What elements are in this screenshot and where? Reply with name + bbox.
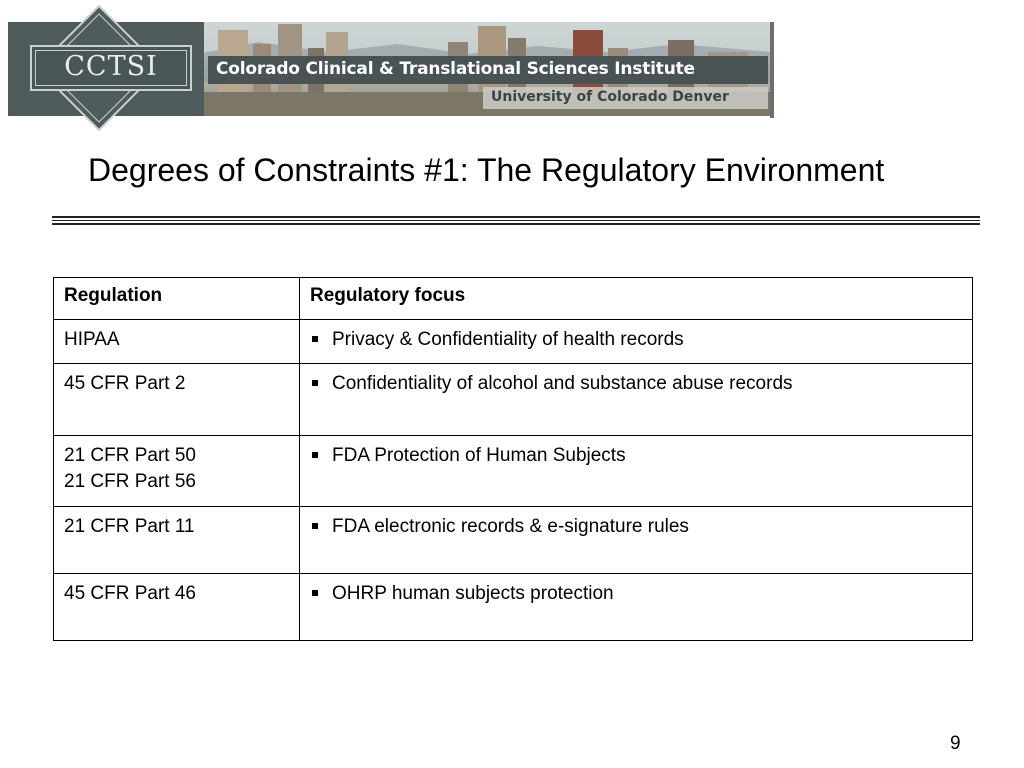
regulation-name: HIPAA [64, 329, 120, 350]
header-banner [8, 0, 768, 132]
page-number: 9 [950, 733, 961, 754]
bullet-icon [312, 590, 318, 596]
focus-cell [300, 507, 973, 574]
table-header-row [54, 278, 973, 320]
focus-text: FDA electronic records & e-signature rules [332, 516, 689, 537]
bullet-icon [312, 523, 318, 529]
focus-cell [300, 320, 973, 364]
banner-edge [770, 22, 774, 118]
regulation-name: 45 CFR Part 46 [64, 583, 196, 604]
title-divider [52, 223, 980, 225]
focus-text: OHRP human subjects protection [332, 583, 614, 604]
focus-cell [300, 364, 973, 436]
table-row [54, 574, 973, 641]
bullet-icon [312, 380, 318, 386]
focus-text: Confidentiality of alcohol and substance abuse records [332, 373, 793, 394]
regulation-cell [54, 507, 300, 574]
logo [30, 45, 192, 91]
focus-cell [300, 436, 973, 507]
table-row [54, 320, 973, 364]
title-divider [52, 216, 980, 218]
regulation-name: 21 CFR Part 11 [64, 516, 195, 537]
regulation-cell [54, 364, 300, 436]
column-header-focus: Regulatory focus [300, 278, 973, 320]
focus-text: Privacy & Confidentiality of health records [332, 329, 684, 350]
focus-cell [300, 574, 973, 641]
regulations-table [53, 277, 973, 641]
university-name-band [483, 87, 768, 109]
regulation-name: 45 CFR Part 2 [64, 373, 186, 394]
regulation-cell [54, 320, 300, 364]
bullet-icon [312, 452, 318, 458]
title-divider [52, 220, 980, 221]
slide-title: Degrees of Constraints #1: The Regulatory Environment [88, 152, 885, 188]
focus-text: FDA Protection of Human Subjects [332, 445, 626, 466]
bullet-icon [312, 336, 318, 342]
table-row [54, 364, 973, 436]
table-row [54, 507, 973, 574]
regulation-name: 21 CFR Part 50 [64, 445, 196, 466]
regulation-cell [54, 574, 300, 641]
regulation-cell [54, 436, 300, 507]
table-row [54, 436, 973, 507]
regulation-name: 21 CFR Part 56 [64, 471, 196, 492]
institute-name-band [208, 56, 768, 84]
column-header-regulation: Regulation [54, 278, 300, 320]
institute-name: Colorado Clinical & Translational Sciences Institute [216, 59, 695, 79]
logo-text: CCTSI [64, 51, 158, 82]
university-name: University of Colorado Denver [491, 89, 729, 105]
